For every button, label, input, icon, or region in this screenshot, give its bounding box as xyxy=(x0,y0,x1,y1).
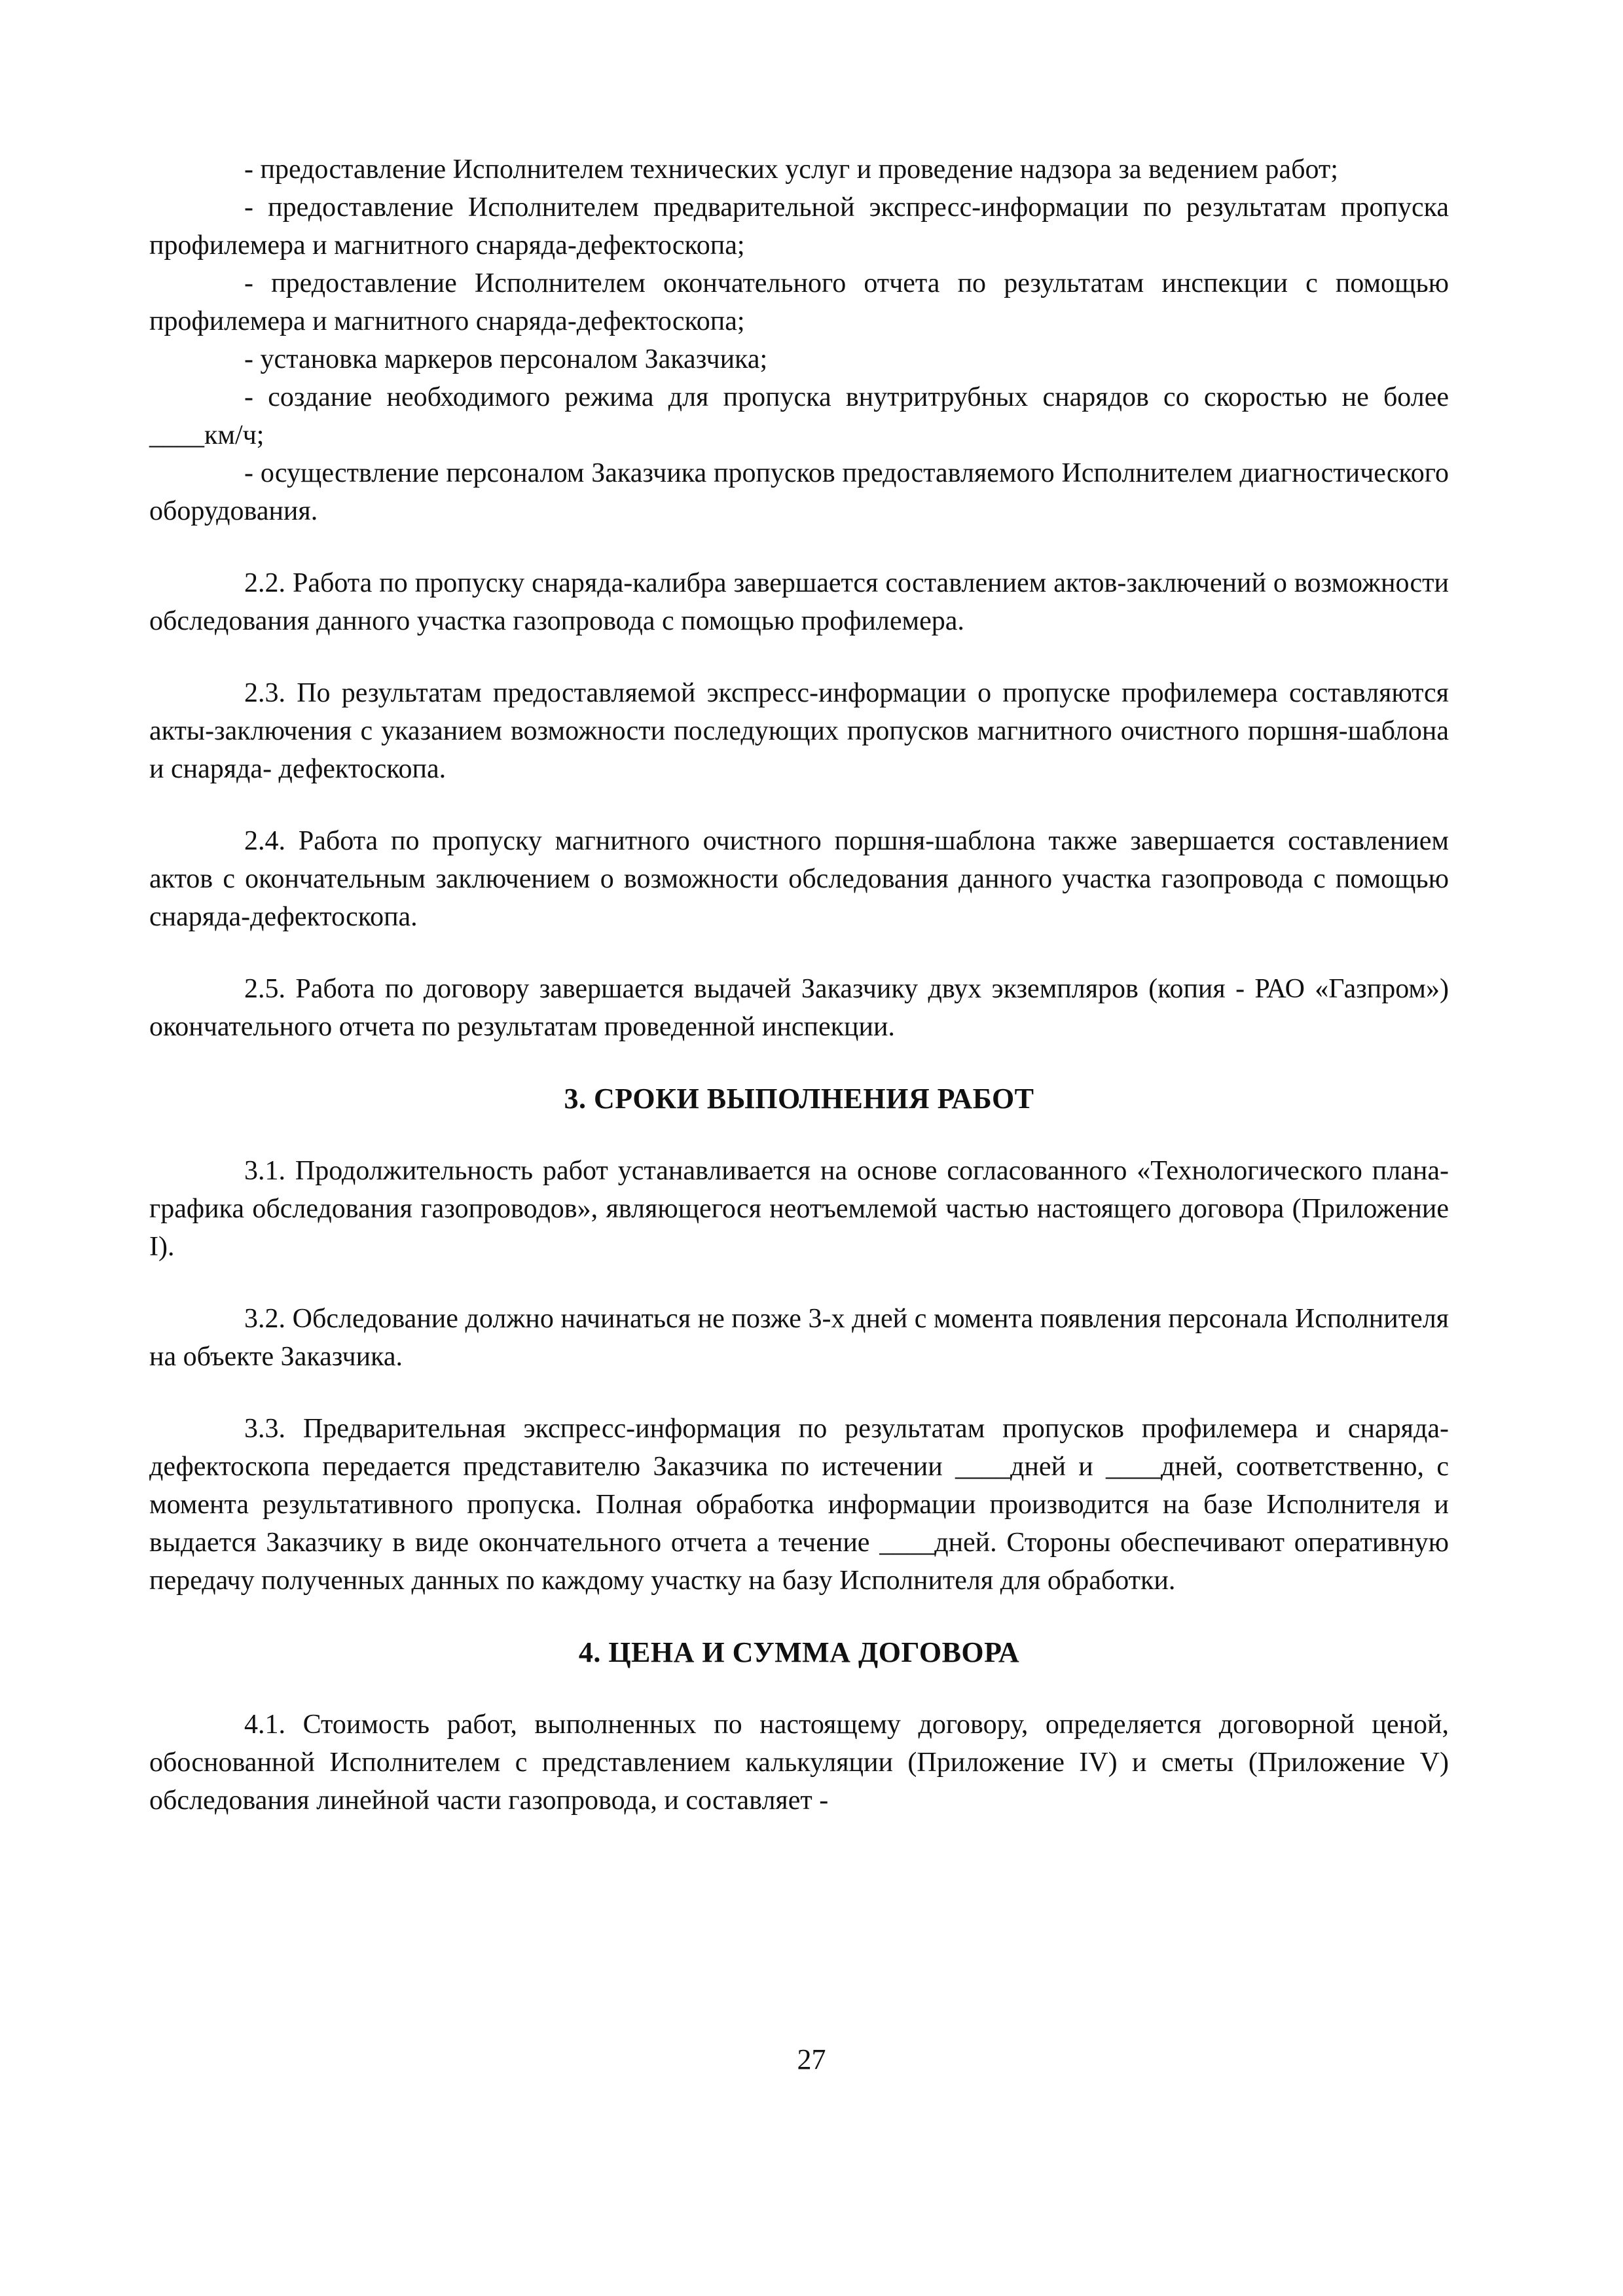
paragraph-3-3: 3.3. Предварительная экспресс-информация по результатам пропусков профилемера и снаряда-дефектоскопа передается представителю Заказчика по истечении ____дней и ____дней, соответственно, с момента результативного пропуска. Полная обработка информации производится на базе Исполнителя и выдается Заказчику в виде окончательного отчета а течение ____дней. Стороны обеспечивают оперативную передачу полученных данных по каждому участку на базу Исполнителя для обработки. xyxy=(149,1414,1449,1596)
list-item: - создание необходимого режима для пропуска внутритрубных снарядов со скоростью не более ____км/ч; xyxy=(149,382,1449,450)
paragraph-2-5: 2.5. Работа по договору завершается выдачей Заказчику двух экземпляров (копия - РАО «Газпром») окончательного отчета по результатам проведенной инспекции. xyxy=(149,974,1449,1042)
list-item: - установка маркеров персоналом Заказчика; xyxy=(244,344,768,374)
section-4-title: 4. ЦЕНА И СУММА ДОГОВОРА xyxy=(578,1636,1020,1668)
paragraph-2-2: 2.2. Работа по пропуску снаряда-калибра завершается составлением актов-заключений о возможности обследования данного участка газопровода с помощью профилемера. xyxy=(149,568,1449,636)
list-item: - предоставление Исполнителем окончательного отчета по результатам инспекции с помощью профилемера и магнитного снаряда-дефектоскопа; xyxy=(149,268,1449,336)
paragraph-3-2: 3.2. Обследование должно начинаться не позже 3-х дней с момента появления персонала Исполнителя на объекте Заказчика. xyxy=(149,1304,1449,1372)
paragraph-3-1: 3.1. Продолжительность работ устанавливается на основе согласованного «Технологического плана-графика обследования газопроводов», являющегося неотъемлемой частью настоящего договора (Приложение I). xyxy=(149,1156,1449,1262)
list-item: - предоставление Исполнителем технических услуг и проведение надзора за ведением работ; xyxy=(244,154,1338,185)
bullet-list xyxy=(149,151,1449,530)
section-3-title: 3. СРОКИ ВЫПОЛНЕНИЯ РАБОТ xyxy=(564,1083,1034,1115)
paragraph-4-1: 4.1. Стоимость работ, выполненных по настоящему договору, определяется договорной ценой, обоснованной Исполнителем с представлением калькуляции (Приложение IV) и сметы (Приложение V) обследования линейной части газопровода, и составляет - xyxy=(149,1710,1449,1816)
page-number: 27 xyxy=(797,2043,826,2075)
paragraph-2-4: 2.4. Работа по пропуску магнитного очистного поршня-шаблона также завершается составлением актов с окончательным заключением о возможности обследования данного участка газопровода с помощью снаряда-дефектоскопа. xyxy=(149,826,1449,932)
list-item: - осуществление персоналом Заказчика пропусков предоставляемого Исполнителем диагностического оборудования. xyxy=(149,458,1449,526)
paragraph-2-3: 2.3. По результатам предоставляемой экспресс-информации о пропуске профилемера составляются акты-заключения с указанием возможности последующих пропусков магнитного очистного поршня-шаблона и снаряда- дефектоскопа. xyxy=(149,678,1449,784)
document-body xyxy=(149,151,1449,1820)
list-item: - предоставление Исполнителем предварительной экспресс-информации по результатам пропуска профилемера и магнитного снаряда-дефектоскопа; xyxy=(149,192,1449,260)
